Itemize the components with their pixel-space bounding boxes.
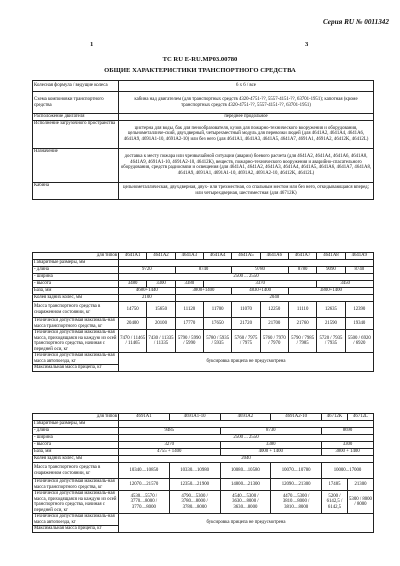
height-value: 3270: [119, 442, 221, 449]
type-cell: 4641A9: [345, 253, 373, 260]
row-label: Кабина: [33, 182, 119, 199]
table-row: [33, 428, 374, 435]
tow-value: буксировка прицепа не предусмотрена: [119, 353, 374, 372]
table-row: [33, 302, 374, 318]
mass-label: Масса транспортного средства в снаряженном состоянии, кг: [33, 463, 119, 479]
length-label: - длина: [33, 267, 119, 274]
height-value: 3380: [220, 442, 322, 449]
base-value: 4755 + 1400: [119, 449, 221, 456]
mass-value: 11120: [175, 302, 203, 318]
trailer-label: Максимальная масса прицепа, кг: [33, 365, 119, 372]
table-row: [33, 92, 374, 114]
maxmass-value: 21700: [260, 318, 288, 330]
row-label: Исполнение загрузочного пространства: [33, 120, 119, 148]
height-value: 3370: [203, 281, 316, 288]
page-number-right: 3: [305, 41, 309, 48]
table-row: [33, 421, 374, 428]
width-value: 2500 ... 2550: [119, 274, 374, 281]
length-value: 9090: [317, 267, 345, 274]
dims-label: Габаритные размеры, мм: [33, 421, 119, 428]
length-value: 8780: [288, 267, 316, 274]
maxmass-label: Технически допустимая максималь-ная масса транспортного средства, кг: [33, 479, 119, 491]
type-cell: 46712K: [322, 414, 348, 421]
axle-value: 4470....5300 / 3810....8000 / 3810....8000: [271, 491, 322, 514]
axle-value: 5760 / 7970 / 7970: [260, 330, 288, 353]
general-table: [32, 80, 374, 200]
axle-value: 5720 / 7935 / 7935: [317, 330, 345, 353]
table-row: [33, 353, 374, 365]
types-label: для типов: [33, 414, 119, 421]
base-value: 4680+1440: [119, 288, 176, 295]
length-value: 9485: [119, 428, 221, 435]
row-value: доставка к месту пожара или чрезвычайной ситуации (аварии) боевого расчета (для 4641A2, 4641A4, 4641A6, 4641A8, 4641A9, 4691A1-10, 4691A2-10, 46412K), веществ, пожарно-технического вооружения и аварийно-спасательного оборудования, средств радиосвязи и освещения (для 4641A1, 4641A2, 4641A3, 4641A4, 4641A5, 4641A6, 4641A7, 4641A8, 4641A9, 4691A1, 4691A1-10, 4691A2, 4691A2-10, 46412K, 46412L): [119, 148, 374, 182]
base-value: 4830+1400: [232, 288, 289, 295]
axle-value: 5790 / 5990 / 5990: [175, 330, 203, 353]
axle-value: 5200 / 6142,5 / 6142,5: [322, 491, 348, 514]
axle-value: 7470 / 11465 / 11465: [119, 330, 147, 353]
table-row: [33, 274, 374, 281]
mass-value: 10070....10780: [271, 463, 322, 479]
axle-label: Технически допустимая максималь-ная масса, приходящаяся на каждую из осей транспортного средства, начиная с передней оси, кг: [33, 491, 119, 514]
maxmass-value: 21720: [232, 318, 260, 330]
maxmass-value: 20100: [147, 318, 175, 330]
axle-value: 4540....5300 / 3630....8000 / 3630....8000: [220, 491, 271, 514]
mass-value: 12635: [317, 302, 345, 318]
row-value: 6 x 6 / все: [119, 81, 374, 92]
type-cell: 4641A8: [317, 253, 345, 260]
mass-value: 14750: [119, 302, 147, 318]
table-row: [33, 120, 374, 148]
type-cell: 4691A2: [220, 414, 271, 421]
table-row: [33, 295, 374, 302]
mass-value: 10000...17000: [322, 463, 374, 479]
track-label: Колея задних колес, мм: [33, 295, 119, 302]
maxmass-label: Технически допустимая максималь-ная масса транспортного средства, кг: [33, 318, 119, 330]
maxmass-value: 17485: [322, 479, 348, 491]
length-value: 9720: [119, 267, 176, 274]
height-value: 3300: [147, 281, 175, 288]
height-label: - высота: [33, 442, 119, 449]
maxmass-value: 21590: [317, 318, 345, 330]
types-table-4691: [32, 413, 374, 533]
mass-label: Масса транспортного средства в снаряженном состоянии, кг: [33, 302, 119, 318]
base-value: 4000 + 1400: [220, 449, 322, 456]
type-cell: 4691A1-10: [169, 414, 220, 421]
type-cell: 4641A2: [147, 253, 175, 260]
axle-label: Технически допустимая максималь-ная масса, приходящаяся на каждую из осей транспортного средства, начиная с передней оси, кг: [33, 330, 119, 353]
table-row: [33, 514, 374, 526]
length-value: 8740: [175, 267, 232, 274]
height-value: 3480: [119, 281, 147, 288]
axle-value: 5790 / 7985 / 7985: [288, 330, 316, 353]
page-number-left: 1: [90, 41, 94, 48]
table-row: [33, 435, 374, 442]
tow-label: Технически допустимая максималь-ная масса автопоезда, кг: [33, 514, 119, 526]
type-cell: 46712L: [348, 414, 374, 421]
row-label: Колесная формула / ведущие колеса: [33, 81, 119, 92]
type-cell: 4641A6: [260, 253, 288, 260]
base-value: 3800+1400: [288, 288, 373, 295]
maxmass-value: 19340: [345, 318, 373, 330]
table-row: [33, 267, 374, 274]
base-value: 3800+1400: [175, 288, 232, 295]
track-value: 2040: [175, 295, 373, 302]
base-value: 3800 + 1400: [322, 449, 374, 456]
table-row: [33, 479, 374, 491]
types-label: для типов: [33, 253, 119, 260]
trailer-label: Максимальная масса прицепа, кг: [33, 526, 119, 533]
axle-value: 5300 / 8000 / 8000: [348, 491, 374, 514]
type-cell: 4641A1: [119, 253, 147, 260]
mass-value: 15650: [147, 302, 175, 318]
length-value: 9780: [232, 267, 289, 274]
height-value: 3380: [175, 281, 203, 288]
length-value: 8690: [322, 428, 374, 435]
maxmass-value: 21300: [348, 479, 374, 491]
tow-value: буксировка прицепа не предусмотрена: [119, 514, 374, 533]
table-row: [33, 253, 374, 260]
axle-value: 4530....5570 / 3770....8000 / 3770....8000: [119, 491, 170, 514]
type-cell: 4641A3: [175, 253, 203, 260]
axle-value: 5500 / 6920 / 6920: [345, 330, 373, 353]
tow-label: Технически допустимая максималь-ная масса автопоезда, кг: [33, 353, 119, 365]
mass-value: 11070: [232, 302, 260, 318]
axle-value: 5760 / 7975 / 7975: [232, 330, 260, 353]
table-row: [33, 182, 374, 199]
type-cell: 4691A1: [119, 414, 170, 421]
mass-value: 12250: [260, 302, 288, 318]
maxmass-value: 12090....21300: [271, 479, 322, 491]
table-row: [33, 318, 374, 330]
base-label: База, мм: [33, 288, 119, 295]
width-label: - ширина: [33, 274, 119, 281]
mass-value: 10340....10850: [119, 463, 170, 479]
maxmass-value: 12070....21570: [119, 479, 170, 491]
mass-value: 11110: [288, 302, 316, 318]
type-cell: 4641A4: [203, 253, 231, 260]
table-row: [33, 442, 374, 449]
table-row: [33, 456, 374, 463]
table-row: [33, 449, 374, 456]
row-label: Расположение двигателя: [33, 114, 119, 121]
track-value: 2040: [119, 456, 374, 463]
maxmass-value: 12350....21900: [169, 479, 220, 491]
length-label: - длина: [33, 428, 119, 435]
length-value: 8730: [220, 428, 322, 435]
table-row: [33, 491, 374, 514]
table-row: [33, 81, 374, 92]
maxmass-value: 17650: [203, 318, 231, 330]
page-title: ОБЩИЕ ХАРАКТЕРИСТИКИ ТРАНСПОРТНОГО СРЕДСТВА: [104, 67, 296, 74]
series-number: Серия RU № 0011342: [322, 18, 389, 26]
dims-label: Габаритные размеры, мм: [33, 260, 119, 267]
table-row: [33, 288, 374, 295]
row-value: цистерна для воды, бак для пенообразователя, кузов для пожарно-технического вооружения и оборудования, цельнометалличе-ский, двухдверный, четырехместный модуль для перевозки людей (для 4641A2, 4641A4, 4641A6, 4641A9, 4691A1-10, 4691A2-10) или без него (для 4641A1, 4641A3, 4641A5, 4641A7, 4691A1, 4691A2, 46412K, 46412L): [119, 120, 374, 148]
track-label: Колея задних колес, мм: [33, 456, 119, 463]
width-label: - ширина: [33, 435, 119, 442]
type-cell: 4641A5: [232, 253, 260, 260]
height-value: 3450: [317, 281, 374, 288]
length-value: 8740: [345, 267, 373, 274]
document-number: TC RU E-RU.MP03.00780: [162, 56, 238, 63]
table-row: [33, 414, 374, 421]
row-value: кабина над двигателем (для транспортных средств 4320-4751-??, 5557-4151-??, 63701-1951); капотная (кроме транспортных средств 4320-4751-??, 5557-4151-??, 63701-1951): [119, 92, 374, 114]
mass-value: 10330....10980: [169, 463, 220, 479]
row-label: Схема компоновки транспортного средства: [33, 92, 119, 114]
base-label: База, мм: [33, 449, 119, 456]
table-row: [33, 463, 374, 479]
types-table-4641: [32, 252, 374, 372]
type-cell: 4641A7: [288, 253, 316, 260]
height-label: - высота: [33, 281, 119, 288]
maxmass-value: 20400: [119, 318, 147, 330]
mass-value: 10080....10580: [220, 463, 271, 479]
width-value: 2500 ... 2550: [119, 435, 374, 442]
maxmass-value: 21760: [288, 318, 316, 330]
table-row: [33, 281, 374, 288]
axle-value: 5780 / 5935 / 5935: [203, 330, 231, 353]
axle-value: 7430 / 11335 / 11335: [147, 330, 175, 353]
mass-value: 12390: [345, 302, 373, 318]
mass-value: 11700: [203, 302, 231, 318]
table-row: [33, 330, 374, 353]
row-label: Назначение: [33, 148, 119, 182]
maxmass-value: 17770: [175, 318, 203, 330]
row-value: переднее продольное: [119, 114, 374, 121]
track-value: 2100: [119, 295, 176, 302]
row-value: цельнометаллическая, двухдверная, двух- или трехместная, со спальным местом или без него, откидывающаяся вперед; или четырехдверная, шестиместная (для 46712K): [119, 182, 374, 199]
table-row: [33, 148, 374, 182]
height-value: 3300: [322, 442, 374, 449]
axle-value: 4790....5300 / 3780....8000 / 3780....8000: [169, 491, 220, 514]
table-row: [33, 260, 374, 267]
maxmass-value: 14800....21300: [220, 479, 271, 491]
type-cell: 4691A2-10: [271, 414, 322, 421]
